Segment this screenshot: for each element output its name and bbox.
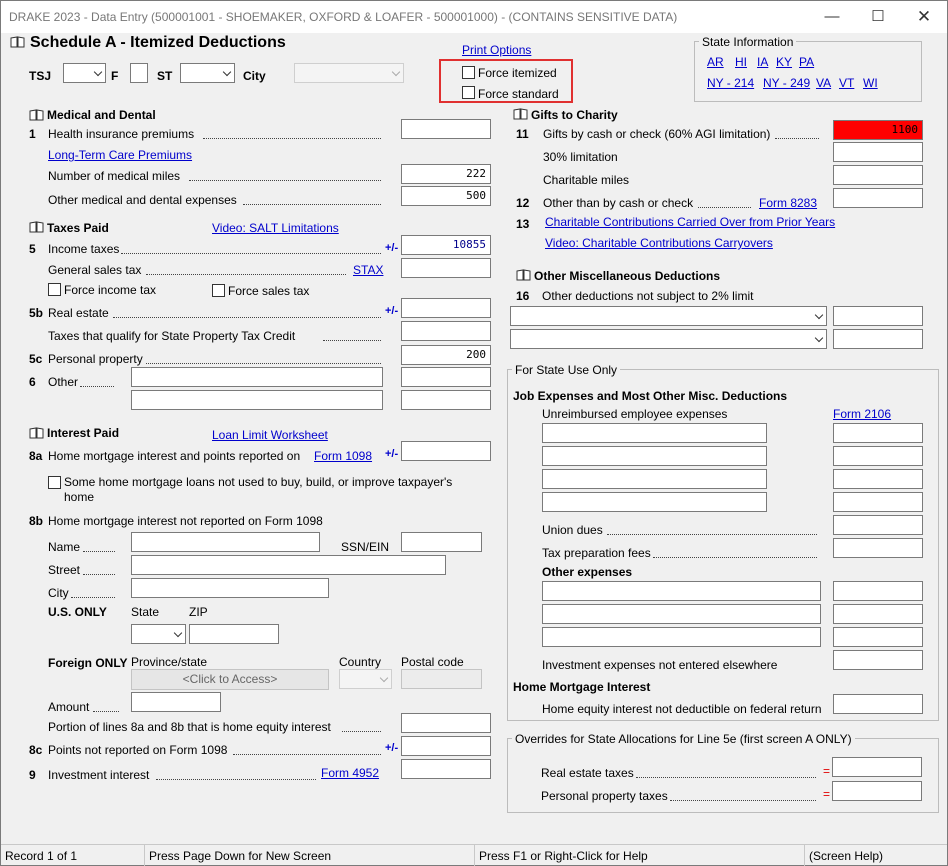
job-expenses-title: Job Expenses and Most Other Misc. Deductions xyxy=(513,389,788,403)
line-number: 5 xyxy=(29,242,36,256)
line-number: 5b xyxy=(29,306,44,320)
window-title: DRAKE 2023 - Data Entry (500001001 - SHOEMAKER, OXFORD & LOAFER - 500001000) - (CONTAINS SENSITIVE DATA) xyxy=(9,10,678,24)
other-deduction-select-2[interactable] xyxy=(510,329,827,349)
payee-name-label: Name xyxy=(48,540,81,554)
overrides-title: Overrides for State Allocations for Line 5e (first screen A ONLY) xyxy=(512,732,855,746)
unreimbursed-description-1[interactable] xyxy=(542,423,767,443)
city-select[interactable] xyxy=(294,63,404,83)
line-number: 5c xyxy=(29,352,43,366)
line-number: 8c xyxy=(29,743,43,757)
payee-state-select[interactable] xyxy=(131,624,186,644)
zip-label: ZIP xyxy=(189,605,208,619)
form-4952-link[interactable]: Form 4952 xyxy=(321,766,380,780)
other-than-cash-label: Other than by cash or check xyxy=(543,196,694,210)
unreimbursed-description-3[interactable] xyxy=(542,469,767,489)
gifts-section-title: Gifts to Charity xyxy=(531,108,618,122)
personal-property-label: Personal property xyxy=(48,352,143,366)
province-access-button[interactable]: <Click to Access> xyxy=(131,669,329,690)
health-insurance-field[interactable] xyxy=(401,119,491,139)
plus-minus-button[interactable]: +/- xyxy=(385,448,399,460)
carryover-link[interactable]: Charitable Contributions Carried Over from Prior Years xyxy=(545,215,836,229)
ssn-ein-label: SSN/EIN xyxy=(341,540,390,554)
state-link-ny249[interactable]: NY - 249 xyxy=(763,76,811,90)
record-count: Record 1 of 1 xyxy=(5,849,78,863)
maximize-icon[interactable]: ☐ xyxy=(871,8,885,25)
charitable-miles-field[interactable] xyxy=(833,165,923,185)
thirty-percent-label: 30% limitation xyxy=(543,150,618,164)
line-number: 9 xyxy=(29,768,36,782)
postal-code-field[interactable] xyxy=(401,669,482,689)
ssn-ein-field[interactable] xyxy=(401,532,482,552)
status-bar xyxy=(1,844,947,865)
print-options-link[interactable]: Print Options xyxy=(462,43,532,57)
general-sales-field[interactable] xyxy=(401,258,491,278)
video-salt-link[interactable]: Video: SALT Limitations xyxy=(212,221,339,235)
home-equity-portion-field[interactable] xyxy=(401,713,491,733)
unreimbursed-description-2[interactable] xyxy=(542,446,767,466)
income-taxes-label: Income taxes xyxy=(48,242,120,256)
payee-city-label: City xyxy=(48,586,69,600)
investment-expenses-field[interactable] xyxy=(833,650,923,670)
override-real-estate-label: Real estate taxes xyxy=(541,766,634,780)
unreimbursed-amount-2[interactable] xyxy=(833,446,923,466)
payee-street-field[interactable] xyxy=(131,555,446,575)
unreimbursed-amount-4[interactable] xyxy=(833,492,923,512)
stax-link[interactable]: STAX xyxy=(353,263,384,277)
payee-street-label: Street xyxy=(48,563,81,577)
force-itemized-label: Force itemized xyxy=(478,66,557,80)
minimize-icon[interactable]: — xyxy=(824,8,840,25)
other-taxes-description-2[interactable] xyxy=(131,390,383,410)
country-label: Country xyxy=(339,655,382,669)
force-income-tax-label: Force income tax xyxy=(64,283,157,297)
state-label: State xyxy=(131,605,160,619)
some-loans-checkbox[interactable] xyxy=(48,476,61,489)
f-label: F xyxy=(111,69,119,83)
general-sales-label: General sales tax xyxy=(48,263,142,277)
points-not-reported-label: Points not reported on Form 1098 xyxy=(48,743,228,757)
some-loans-label: Some home mortgage loans not used to buy, build, or improve taxpayer's xyxy=(64,475,453,489)
tsj-label: TSJ xyxy=(29,69,52,83)
health-insurance-label: Health insurance premiums xyxy=(48,127,195,141)
page-down-hint: Press Page Down for New Screen xyxy=(149,849,332,863)
equity-not-deductible-label: Home equity interest not deductible on federal return xyxy=(542,702,822,716)
country-select[interactable] xyxy=(339,669,392,689)
override-personal-field[interactable] xyxy=(832,781,922,801)
line-number: 6 xyxy=(29,375,36,389)
other-than-cash-field[interactable] xyxy=(833,188,923,208)
misc-section-title: Other Miscellaneous Deductions xyxy=(534,269,721,283)
state-link-va[interactable]: VA xyxy=(816,76,832,90)
medical-section-title: Medical and Dental xyxy=(47,108,156,122)
title-bar xyxy=(1,1,947,33)
state-link-ky[interactable]: KY xyxy=(776,55,793,69)
city-label: City xyxy=(243,69,266,83)
unreimbursed-amount-1[interactable] xyxy=(833,423,923,443)
mortgage-interest-1098-field[interactable] xyxy=(401,441,491,461)
override-personal-label: Personal property taxes xyxy=(541,789,668,803)
force-sales-tax-label: Force sales tax xyxy=(228,284,310,298)
union-dues-field[interactable] xyxy=(833,515,923,535)
gifts-cash-check-label: Gifts by cash or check (60% AGI limitation) xyxy=(543,127,771,141)
equals-sign: = xyxy=(823,787,831,801)
province-label: Province/state xyxy=(131,655,208,669)
line-number: 16 xyxy=(516,289,530,303)
interest-section-title: Interest Paid xyxy=(47,426,120,440)
home-mortgage-interest-title: Home Mortgage Interest xyxy=(513,680,651,694)
taxes-section-title: Taxes Paid xyxy=(47,221,109,235)
state-use-title: For State Use Only xyxy=(512,363,620,377)
force-standard-label: Force standard xyxy=(478,87,559,101)
gifts-cash-check-field[interactable]: 1100 xyxy=(833,120,923,140)
investment-interest-label: Investment interest xyxy=(48,768,150,782)
ltc-premiums-link[interactable]: Long-Term Care Premiums xyxy=(48,148,193,162)
charitable-miles-label: Charitable miles xyxy=(543,173,630,187)
state-link-pa[interactable]: PA xyxy=(799,55,815,69)
close-icon[interactable]: ✕ xyxy=(916,7,932,26)
screen-help-button[interactable]: (Screen Help) xyxy=(809,849,884,863)
book-icon xyxy=(516,269,531,281)
medical-miles-field[interactable]: 222 xyxy=(401,164,491,184)
video-carryovers-link[interactable]: Video: Charitable Contributions Carryovers xyxy=(545,236,773,250)
some-loans-label-cont: home xyxy=(64,490,95,504)
plus-minus-button[interactable]: +/- xyxy=(385,242,399,254)
thirty-percent-field[interactable] xyxy=(833,142,923,162)
postal-code-label: Postal code xyxy=(401,655,464,669)
state-link-hi[interactable]: HI xyxy=(735,55,747,69)
amount-label: Amount xyxy=(48,700,90,714)
other-taxes-amount-1[interactable] xyxy=(401,367,491,387)
income-taxes-field[interactable]: 10855 xyxy=(401,235,491,255)
plus-minus-button[interactable]: +/- xyxy=(385,305,399,317)
us-only-label: U.S. ONLY xyxy=(48,605,107,619)
other-medical-field[interactable]: 500 xyxy=(401,186,491,206)
book-icon xyxy=(29,427,44,439)
state-property-credit-label: Taxes that qualify for State Property Tax Credit xyxy=(48,329,296,343)
other-medical-label: Other medical and dental expenses xyxy=(48,193,237,207)
other-expenses-title: Other expenses xyxy=(542,565,633,579)
book-icon xyxy=(513,108,528,120)
payee-city-field[interactable] xyxy=(131,578,329,598)
amount-field[interactable] xyxy=(131,692,221,712)
form-8283-link[interactable]: Form 8283 xyxy=(759,196,818,210)
line-number: 8a xyxy=(29,449,43,463)
page-title: Schedule A - Itemized Deductions xyxy=(30,34,286,51)
state-information-group xyxy=(694,41,922,102)
state-link-ar[interactable]: AR xyxy=(707,55,724,69)
override-real-estate-field[interactable] xyxy=(832,757,922,777)
plus-minus-button[interactable]: +/- xyxy=(385,742,399,754)
mortgage-interest-1098-label: Home mortgage interest and points reported on xyxy=(48,449,301,463)
personal-property-field[interactable]: 200 xyxy=(401,345,491,365)
state-property-credit-field[interactable] xyxy=(401,321,491,341)
other-taxes-description-1[interactable] xyxy=(131,367,383,387)
line-number: 8b xyxy=(29,514,44,528)
payee-name-field[interactable] xyxy=(131,532,320,552)
state-link-vt[interactable]: VT xyxy=(839,76,855,90)
tax-prep-fees-label: Tax preparation fees xyxy=(542,546,651,560)
line-number: 13 xyxy=(516,217,530,231)
force-itemized-checkbox[interactable] xyxy=(462,66,475,79)
state-link-wi[interactable]: WI xyxy=(863,76,878,90)
form-1098-link[interactable]: Form 1098 xyxy=(314,449,373,463)
line-number: 1 xyxy=(29,127,36,141)
state-information-title: State Information xyxy=(699,35,796,49)
other-deduction-select-1[interactable] xyxy=(510,306,827,326)
f-field[interactable] xyxy=(130,63,148,83)
other-taxes-label: Other xyxy=(48,375,79,389)
home-equity-portion-label: Portion of lines 8a and 8b that is home equity interest xyxy=(48,720,331,734)
st-select[interactable] xyxy=(180,63,235,83)
other-deduction-amount-1[interactable] xyxy=(833,306,923,326)
book-icon xyxy=(29,109,44,121)
state-link-ny214[interactable]: NY - 214 xyxy=(707,76,755,90)
unreimbursed-label: Unreimbursed employee expenses xyxy=(542,407,728,421)
unreimbursed-amount-3[interactable] xyxy=(833,469,923,489)
book-icon xyxy=(29,221,44,233)
medical-miles-label: Number of medical miles xyxy=(48,169,181,183)
other-expense-amount-2[interactable] xyxy=(833,604,923,624)
other-taxes-amount-2[interactable] xyxy=(401,390,491,410)
st-label: ST xyxy=(157,69,173,83)
points-not-reported-field[interactable] xyxy=(401,736,491,756)
payee-zip-field[interactable] xyxy=(189,624,279,644)
other-expense-description-2[interactable] xyxy=(542,604,821,624)
help-hint: Press F1 or Right-Click for Help xyxy=(479,849,648,863)
other-deduction-amount-2[interactable] xyxy=(833,329,923,349)
force-sales-tax-checkbox[interactable] xyxy=(212,284,225,297)
form-2106-link[interactable]: Form 2106 xyxy=(833,407,892,421)
state-link-ia[interactable]: IA xyxy=(757,55,769,69)
loan-limit-worksheet-link[interactable]: Loan Limit Worksheet xyxy=(212,428,328,442)
tax-prep-fees-field[interactable] xyxy=(833,538,923,558)
line-number: 11 xyxy=(516,127,529,141)
force-standard-checkbox[interactable] xyxy=(462,86,475,99)
tsj-select[interactable] xyxy=(63,63,106,83)
other-expense-description-1[interactable] xyxy=(542,581,821,601)
unreimbursed-description-4[interactable] xyxy=(542,492,767,512)
other-deductions-label: Other deductions not subject to 2% limit xyxy=(542,289,754,303)
book-icon xyxy=(10,36,25,48)
force-income-tax-checkbox[interactable] xyxy=(48,283,61,296)
equity-not-deductible-field[interactable] xyxy=(833,694,923,714)
other-expense-amount-1[interactable] xyxy=(833,581,923,601)
investment-expenses-label: Investment expenses not entered elsewhere xyxy=(542,658,778,672)
investment-interest-field[interactable] xyxy=(401,759,491,779)
real-estate-field[interactable] xyxy=(401,298,491,318)
foreign-only-label: Foreign ONLY xyxy=(48,656,128,670)
union-dues-label: Union dues xyxy=(542,523,603,537)
line-number: 12 xyxy=(516,196,530,210)
real-estate-label: Real estate xyxy=(48,306,109,320)
other-expense-amount-3[interactable] xyxy=(833,627,923,647)
mortgage-not-reported-label: Home mortgage interest not reported on Form 1098 xyxy=(48,514,323,528)
equals-sign: = xyxy=(823,764,831,778)
other-expense-description-3[interactable] xyxy=(542,627,821,647)
